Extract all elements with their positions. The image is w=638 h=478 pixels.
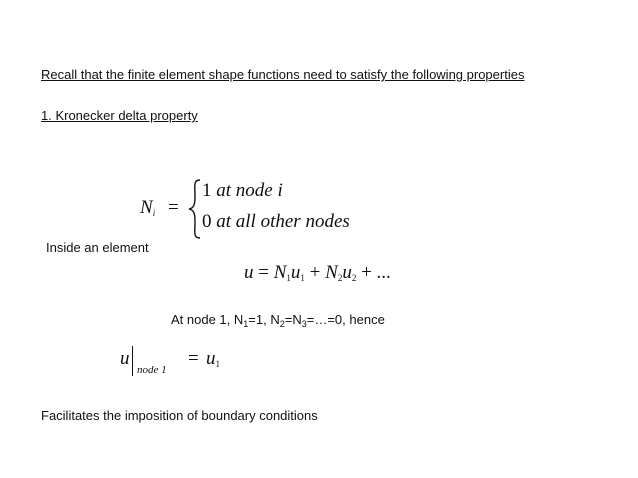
- evaluation-bar: [132, 346, 133, 376]
- eval-subscript: node 1: [137, 364, 167, 376]
- heading-text: Recall that the finite element shape functions need to satisfy the following properties: [41, 67, 525, 82]
- kronecker-equation: [140, 178, 370, 238]
- eval-u: u: [120, 348, 130, 369]
- eval-equals: =: [188, 348, 199, 369]
- node-evaluation-equation: [120, 346, 270, 386]
- interpolation-equation: $u = N_1u_1 + N_2u_2$ + ...: [244, 262, 391, 283]
- inside-label: Inside an element: [46, 240, 149, 255]
- footer-text: Facilitates the imposition of boundary conditions: [41, 408, 318, 423]
- property-title: 1. Kronecker delta property: [41, 108, 198, 123]
- kronecker-case-1: 1 at node i: [202, 180, 283, 201]
- kronecker-lhs: $N_i$: [140, 197, 156, 218]
- kronecker-case-2: 0 at all other nodes: [202, 211, 350, 232]
- kronecker-equals: =: [168, 197, 179, 218]
- left-brace-icon: [188, 178, 202, 240]
- eval-rhs: $u_1$: [206, 348, 220, 369]
- node-condition-text: At node 1, $N_1=1$, $N_2=N_3=\dots=0$, hence: [171, 312, 385, 329]
